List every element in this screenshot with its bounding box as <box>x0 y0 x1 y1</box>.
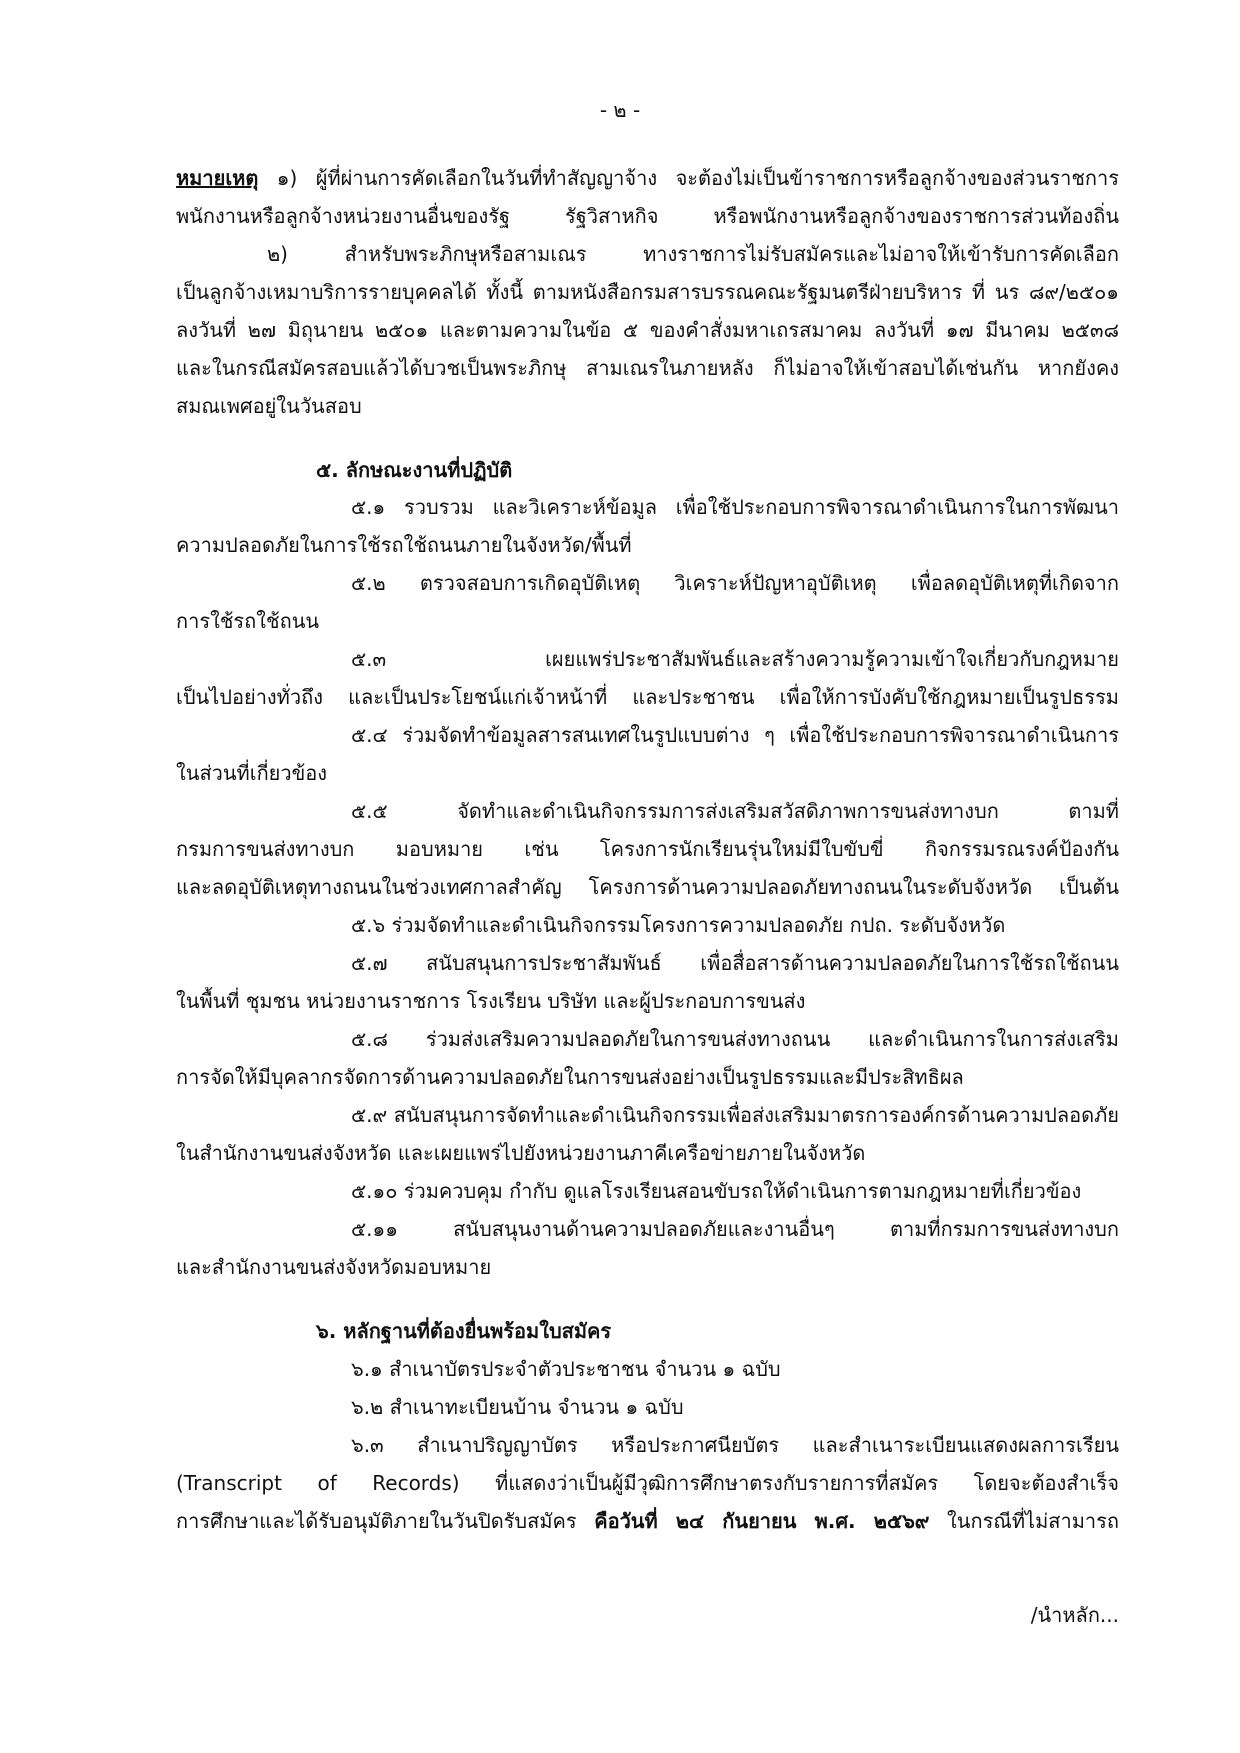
section-6-line-4: (Transcript of Records) ที่แสดงว่าเป็นผู้มีวุฒิการศึกษาตรงกับรายการที่สมัคร โดยจะต้องสำเร็จ <box>176 1471 1119 1495</box>
section-5-line-5: ๕.๓ เผยแพร่ประชาสัมพันธ์และสร้างความรู้ความเข้าใจเกี่ยวกับกฎหมาย <box>351 647 1119 671</box>
section-5-line-7: ๕.๔ ร่วมจัดทำข้อมูลสารสนเทศในรูปแบบต่าง ๆ เพื่อใช้ประกอบการพิจารณาดำเนินการ <box>351 723 1119 747</box>
remark-label: หมายเหตุ <box>176 166 259 190</box>
section-5-line-1: ๕.๑ รวบรวม และวิเคราะห์ข้อมูล เพื่อใช้ประกอบการพิจารณาดำเนินการในการพัฒนา <box>351 495 1119 519</box>
section-5-line-14: ในพื้นที่ ชุมชน หน่วยงานราชการ โรงเรียน บริษัท และผู้ประกอบการขนส่ง <box>176 989 806 1013</box>
remark-line-4: เป็นลูกจ้างเหมาบริการรายบุคคลได้ ทั้งนี้ ตามหนังสือกรมสารบรรณคณะรัฐมนตรีฝ่ายบริหาร ที่ นร ๘๙/๒๕๐๑ <box>176 280 1119 304</box>
section-6-line-1: ๖.๑ สำเนาบัตรประจำตัวประชาชน จำนวน ๑ ฉบับ <box>351 1357 781 1381</box>
section-5-line-12: ๕.๖ ร่วมจัดทำและดำเนินกิจกรรมโครงการความปลอดภัย กปถ. ระดับจังหวัด <box>351 913 1006 937</box>
section-5-line-9: ๕.๕ จัดทำและดำเนินกิจกรรมการส่งเสริมสวัสดิภาพการขนส่งทางบก ตามที่ <box>351 799 1119 823</box>
section-5-line-17: ๕.๙ สนับสนุนการจัดทำและดำเนินกิจกรรมเพื่อส่งเสริมมาตรการองค์กรด้านความปลอดภัย <box>351 1103 1119 1127</box>
section-6-heading: ๖. หลักฐานที่ต้องยื่นพร้อมใบสมัคร <box>316 1319 612 1343</box>
section-5-line-19: ๕.๑๐ ร่วมควบคุม กำกับ ดูแลโรงเรียนสอนขับรถให้ดำเนินการตามกฎหมายที่เกี่ยวข้อง <box>351 1179 1082 1203</box>
remark-line-6: และในกรณีสมัครสอบแล้วได้บวชเป็นพระภิกษุ สามเณรในภายหลัง ก็ไม่อาจให้เข้าสอบได้เช่นกัน หากยังคง <box>176 356 1119 380</box>
section-6-line-5-c: ในกรณีที่ไม่สามารถ <box>929 1509 1119 1533</box>
section-5-line-20: ๕.๑๑ สนับสนุนงานด้านความปลอดภัยและงานอื่นๆ ตามที่กรมการขนส่งทางบก <box>351 1217 1119 1241</box>
section-5-line-8: ในส่วนที่เกี่ยวข้อง <box>176 761 328 785</box>
continuation-note: /นำหลัก... <box>1030 1603 1119 1627</box>
remark-line-1-text: ๑) ผู้ที่ผ่านการคัดเลือกในวันที่ทำสัญญาจ้าง จะต้องไม่เป็นข้าราชการหรือลูกจ้างของส่วนราชการ <box>258 166 1119 190</box>
section-5-line-11: และลดอุบัติเหตุทางถนนในช่วงเทศกาลสำคัญ โครงการด้านความปลอดภัยทางถนนในระดับจังหวัด เป็นต้น <box>176 875 1119 899</box>
section-5-line-3: ๕.๒ ตรวจสอบการเกิดอุบัติเหตุ วิเคราะห์ปัญหาอุบัติเหตุ เพื่อลดอุบัติเหตุที่เกิดจาก <box>351 571 1119 595</box>
section-6-line-5-a: การศึกษาและได้รับอนุมัติภายในวันปิดรับสมัคร <box>176 1509 595 1533</box>
section-5-line-4: การใช้รถใช้ถนน <box>176 609 320 633</box>
section-5-line-21: และสำนักงานขนส่งจังหวัดมอบหมาย <box>176 1255 492 1279</box>
section-5-line-6: เป็นไปอย่างทั่วถึง และเป็นประโยชน์แก่เจ้าหน้าที่ และประชาชน เพื่อให้การบังคับใช้กฎหมายเป็นรูปธรรม <box>176 685 1119 709</box>
closing-date: คือวันที่ ๒๔ กันยายน พ.ศ. ๒๕๖๙ <box>594 1509 930 1533</box>
remark-line-1 <box>176 168 1119 188</box>
section-5-line-10: กรมการขนส่งทางบก มอบหมาย เช่น โครงการนักเรียนรุ่นใหม่มีใบขับขี่ กิจกรรมรณรงค์ป้องกัน <box>176 837 1119 861</box>
page-number: - ๒ - <box>599 98 641 122</box>
remark-line-5: ลงวันที่ ๒๗ มิถุนายน ๒๕๐๑ และตามความในข้อ ๕ ของคำสั่งมหาเถรสมาคม ลงวันที่ ๑๗ มีนาคม ๒๕๓๘ <box>176 318 1119 342</box>
section-5-heading: ๕. ลักษณะงานที่ปฏิบัติ <box>316 458 513 482</box>
remark-line-2: พนักงานหรือลูกจ้างหน่วยงานอื่นของรัฐ รัฐวิสาหกิจ หรือพนักงานหรือลูกจ้างของราชการส่วนท้องถิ่น <box>176 204 1119 228</box>
section-5-line-18: ในสำนักงานขนส่งจังหวัด และเผยแพร่ไปยังหน่วยงานภาคีเครือข่ายภายในจังหวัด <box>176 1141 866 1165</box>
remark-line-3: ๒) สำหรับพระภิกษุหรือสามเณร ทางราชการไม่รับสมัครและไม่อาจให้เข้ารับการคัดเลือก <box>267 242 1119 266</box>
section-6-line-5 <box>176 1511 1119 1531</box>
section-5-line-2: ความปลอดภัยในการใช้รถใช้ถนนภายในจังหวัด/พื้นที่ <box>176 533 632 557</box>
remark-line-7: สมณเพศอยู่ในวันสอบ <box>176 394 362 418</box>
section-6-line-3: ๖.๓ สำเนาปริญญาบัตร หรือประกาศนียบัตร และสำเนาระเบียนแสดงผลการเรียน <box>351 1433 1119 1457</box>
section-6-line-2: ๖.๒ สำเนาทะเบียนบ้าน จำนวน ๑ ฉบับ <box>351 1395 684 1419</box>
section-5-line-13: ๕.๗ สนับสนุนการประชาสัมพันธ์ เพื่อสื่อสารด้านความปลอดภัยในการใช้รถใช้ถนน <box>351 951 1119 975</box>
section-5-line-15: ๕.๘ ร่วมส่งเสริมความปลอดภัยในการขนส่งทางถนน และดำเนินการในการส่งเสริม <box>351 1027 1119 1051</box>
section-5-line-16: การจัดให้มีบุคลากรจัดการด้านความปลอดภัยในการขนส่งอย่างเป็นรูปธรรมและมีประสิทธิผล <box>176 1065 964 1089</box>
